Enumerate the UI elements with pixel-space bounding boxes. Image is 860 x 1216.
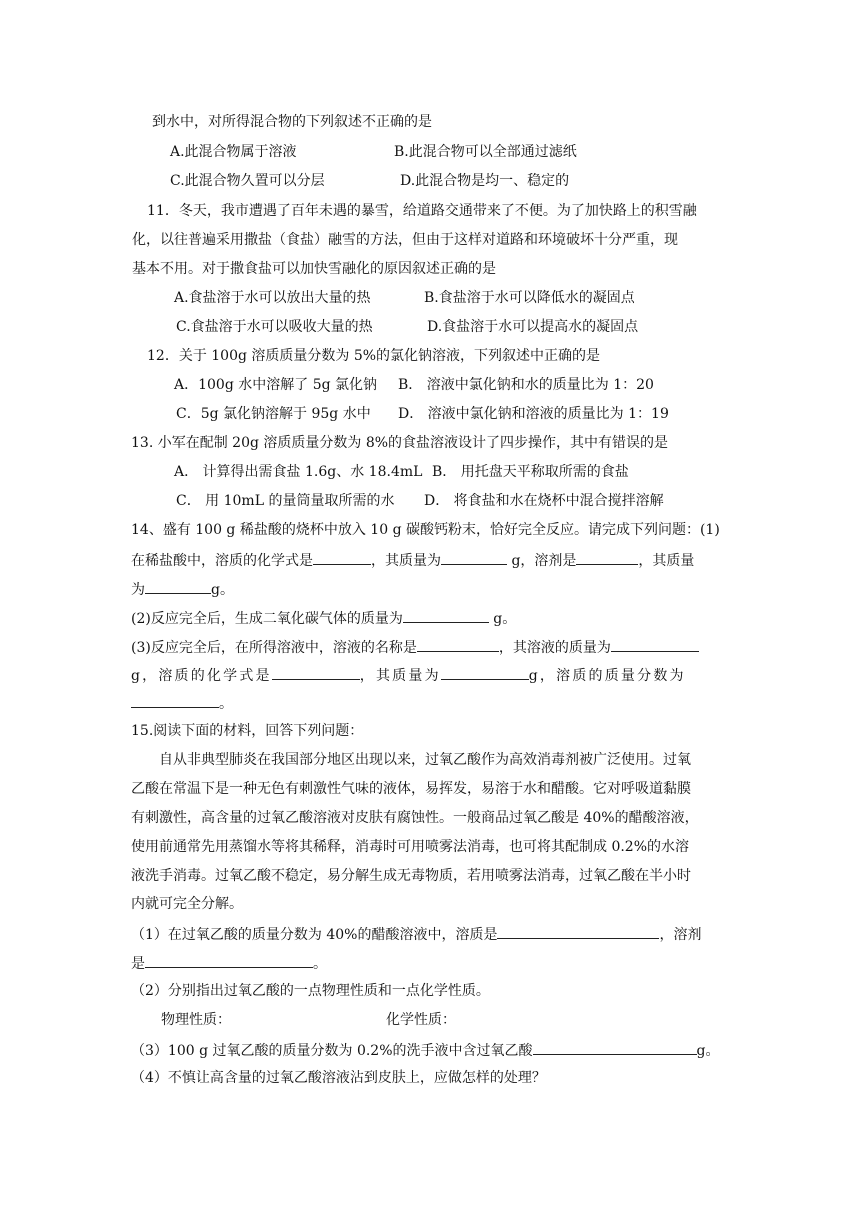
q15-solvent-label: ，溶剂 — [659, 927, 702, 943]
q12-option-b: B． 溶液中氯化钠和水的质量比为 1：20 — [398, 377, 654, 393]
q15-passage-line6: 内就可完全分解。 — [131, 896, 243, 912]
q13-option-d: D． 将食盐和水在烧杯中混合搅拌溶解 — [424, 493, 664, 509]
q10-option-b: B.此混合物可以全部通过滤纸 — [394, 144, 577, 160]
q10-option-a: A.此混合物属于溶液 — [170, 144, 297, 160]
q11-option-a: A.食盐溶于水可以放出大量的热 — [174, 290, 371, 306]
q14-part3-line3 — [131, 692, 233, 714]
q14-solution-mass-blank[interactable] — [611, 636, 699, 652]
q14-co2-mass-blank[interactable] — [403, 607, 489, 623]
q14-co2-mass-label: (2)反应完全后，生成二氧化碳气体的质量为 — [131, 611, 403, 627]
q11-option-c: C.食盐溶于水可以吸收大量的热 — [176, 319, 373, 335]
q11-stem-line2: 化，以往普遍采用撒盐（食盐）融雪的方法，但由于这样对道路和环境破坏十分严重，现 — [132, 232, 678, 248]
q15-mass-label: （3）100 g 过氧乙酸的质量分数为 0.2%的洗手液中含过氧乙酸 — [131, 1043, 533, 1059]
q14-solute-formula-blank[interactable] — [313, 549, 371, 565]
q14-part3-line1 — [131, 636, 699, 658]
q15-sub1-line2 — [131, 952, 327, 974]
q15-solute-label: （1）在过氧乙酸的质量分数为 40%的醋酸溶液中，溶质是 — [131, 927, 498, 943]
q13-option-a: A． 计算得出需食盐 1.6g、水 18.4mL — [174, 464, 423, 480]
q15-sub3 — [131, 1039, 719, 1061]
q15-sub4: （4）不慎让高含量的过氧乙酸溶液沾到皮肤上，应做怎样的处理？ — [131, 1070, 546, 1086]
q14-wei-label: 为 — [131, 582, 145, 598]
q14-line2 — [131, 549, 694, 571]
q15-passage-line1: 自从非典型肺炎在我国部分地区出现以来，过氧乙酸作为高效消毒剂被广泛使用。过氧 — [159, 752, 691, 768]
q14-solvent-label: g，溶剂是 — [507, 553, 577, 569]
q11-stem-line1: 11．冬天，我市遭遇了百年未遇的暴雪，给道路交通带来了不便。为了加快路上的积雪融 — [147, 203, 697, 219]
q15-physical-property-label: 物理性质： — [161, 1012, 231, 1028]
q13-option-b: B． 用托盘天平称取所需的食盐 — [432, 464, 629, 480]
q15-chemical-property-label: 化学性质： — [386, 1012, 456, 1028]
q14-solute-formula2-label: g，溶质的化学式是 — [131, 668, 272, 684]
q15-mass-blank[interactable] — [533, 1039, 697, 1055]
q10-option-c: C.此混合物久置可以分层 — [170, 173, 325, 189]
q15-passage-line2: 乙酸在常温下是一种无色有刺激性气味的液体，易挥发，易溶于水和醋酸。它对呼吸道黏膜 — [131, 781, 691, 797]
q14-fraction-blank[interactable] — [131, 692, 219, 708]
q11-stem-line3: 基本不用。对于撒食盐可以加快雪融化的原因叙述正确的是 — [132, 261, 496, 277]
q14-solvent-mass-blank[interactable] — [145, 578, 211, 594]
q15-passage-line3: 有刺激性，高含量的过氧乙酸溶液对皮肤有腐蚀性。一般商品过氧乙酸是 40%的醋酸溶液， — [131, 810, 699, 826]
q14-part3-line2 — [131, 664, 686, 686]
q14-stem: 14、盛有 100 g 稀盐酸的烧杯中放入 10 g 碳酸钙粉末，恰好完全反应。请完成下列问题：(1) — [131, 522, 720, 538]
q15-passage-line5: 液洗手消毒。过氧乙酸不稳定，易分解生成无毒物质，若用喷雾法消毒，过氧乙酸在半小时 — [131, 868, 691, 884]
q15-solute-blank[interactable] — [497, 923, 659, 939]
q15-title: 15.阅读下面的材料，回答下列问题： — [131, 723, 364, 739]
q11-option-d: D.食盐溶于水可以提高水的凝固点 — [427, 319, 639, 335]
q12-option-c: C．5g 氯化钠溶解于 95g 水中 — [176, 406, 371, 422]
q14-solute-mass-label: ，其质量为 — [371, 553, 441, 569]
q14-solute-formula2-blank[interactable] — [272, 664, 360, 680]
q10-stem-tail: 到水中，对所得混合物的下列叙述不正确的是 — [152, 114, 432, 130]
q14-part2 — [131, 607, 516, 629]
q15-passage-line4: 使用前通常先用蒸馏水等将其稀释，消毒时可用喷雾法消毒，也可将其配制成 0.2%的水溶 — [131, 839, 690, 855]
q14-solute-formula-label: 在稀盐酸中，溶质的化学式是 — [131, 553, 313, 569]
q14-solute-mass-blank[interactable] — [441, 549, 507, 565]
q14-solution-mass-label: ，其溶液的质量为 — [498, 640, 611, 656]
q14-fraction-label: g，溶质的质量分数为 — [528, 668, 686, 684]
q12-option-d: D． 溶液中氯化钠和溶液的质量比为 1：19 — [398, 406, 669, 422]
q10-option-d: D.此混合物是均一、稳定的 — [400, 173, 570, 189]
q14-solute-mass2-blank[interactable] — [441, 664, 529, 680]
q14-solution-name-label: (3)反应完全后，在所得溶液中，溶液的名称是 — [131, 640, 417, 656]
q14-solvent-mass-label: ，其质量 — [638, 553, 695, 569]
q14-solute-mass2-label: ，其质量为 — [359, 668, 441, 684]
q14-line3 — [131, 578, 234, 600]
q15-sub2: （2）分别指出过氧乙酸的一点物理性质和一点化学性质。 — [131, 983, 490, 999]
q15-solvent-blank[interactable] — [145, 952, 313, 968]
q11-option-b: B.食盐溶于水可以降低水的凝固点 — [424, 290, 635, 306]
q15-sub1 — [131, 923, 701, 945]
q14-solvent-blank[interactable] — [576, 549, 638, 565]
q13-option-c: C． 用 10mL 的量筒量取所需的水 — [176, 493, 395, 509]
q12-stem: 12．关于 100g 溶质质量分数为 5%的氯化钠溶液，下列叙述中正确的是 — [147, 348, 601, 364]
q14-period: 。 — [219, 696, 233, 712]
q14-co2-unit: g。 — [488, 611, 517, 627]
q14-solution-name-blank[interactable] — [417, 636, 499, 652]
q12-option-a: A．100g 水中溶解了 5g 氯化钠 — [174, 377, 378, 393]
q15-period: 。 — [313, 956, 327, 972]
q13-stem: 13. 小军在配制 20g 溶质质量分数为 8%的食盐溶液设计了四步操作，其中有错误的是 — [131, 435, 669, 451]
q14-g-unit: g。 — [211, 582, 234, 598]
q15-mass-unit: g。 — [696, 1043, 720, 1059]
q15-shi-label: 是 — [131, 956, 145, 972]
